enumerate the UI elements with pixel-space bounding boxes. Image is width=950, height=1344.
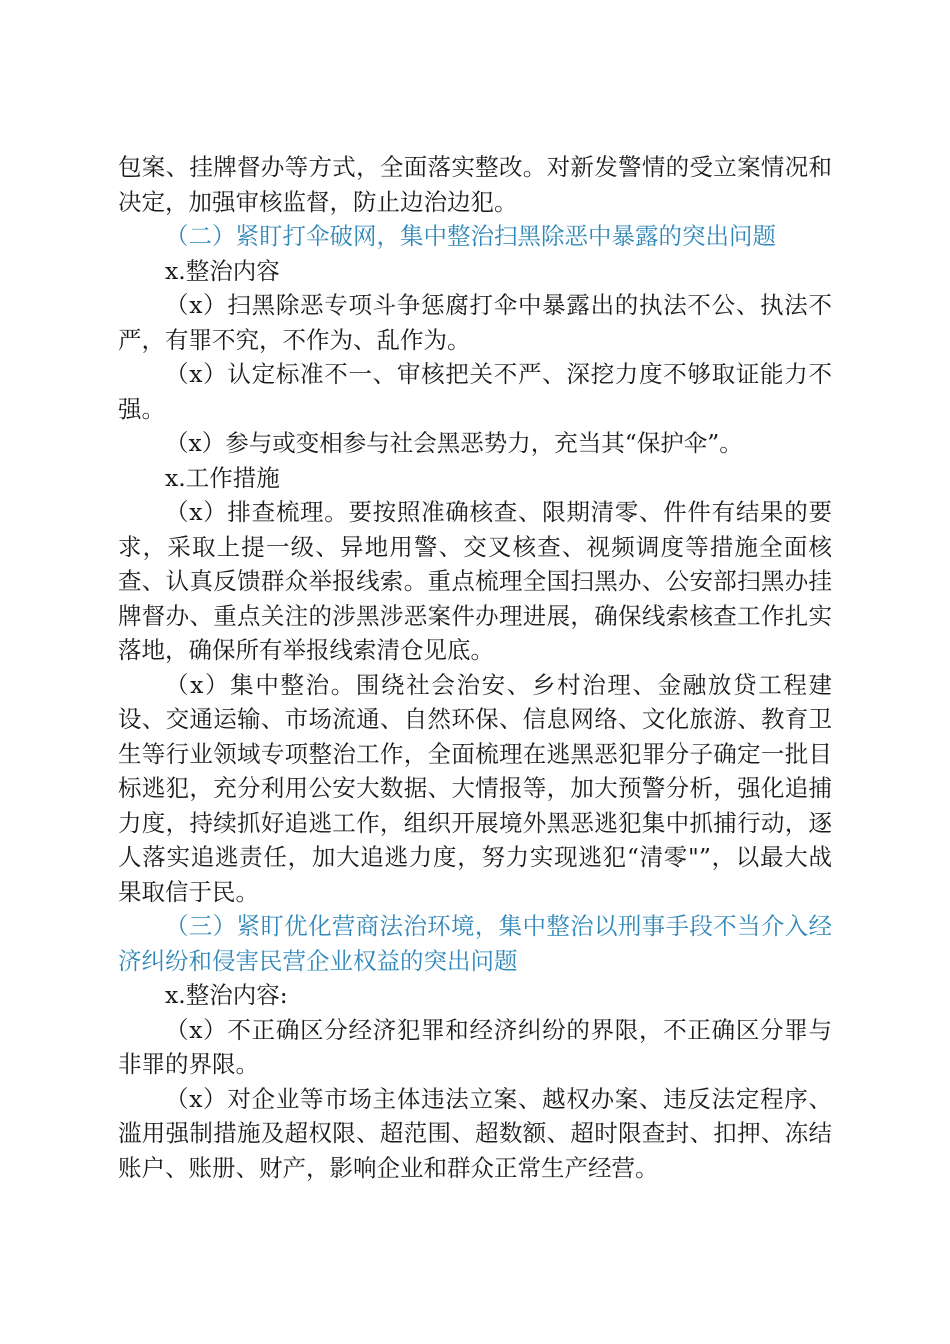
list-item-paragraph: （x）扫黑除恶专项斗争惩腐打伞中暴露出的执法不公、执法不严，有罪不究，不作为、乱作为。	[118, 291, 832, 354]
section-heading-2: （二）紧盯打伞破网，集中整治扫黑除恶中暴露的突出问题	[165, 222, 776, 250]
list-item-paragraph: （x）对企业等市场主体违法立案、越权办案、违反法定程序、滥用强制措施及超权限、超范围、超数额、超时限查封、扣押、冻结账户、账册、财产，影响企业和群众正常生产经营。	[118, 1084, 832, 1182]
subheading-work-measures: x.工作措施	[165, 463, 280, 492]
subheading-rectification-content: x.整治内容:	[165, 981, 288, 1009]
subheading-rectification-content: x.整治内容	[165, 256, 280, 285]
paragraph-continuation: 包案、挂牌督办等方式，全面落实整改。对新发警情的受立案情况和决定，加强审核监督，防止边治边犯。	[118, 153, 832, 216]
list-item-paragraph: （x）不正确区分经济犯罪和经济纠纷的界限，不正确区分罪与非罪的界限。	[118, 1015, 832, 1078]
list-item-paragraph: （x）排查梳理。要按照准确核查、限期清零、件件有结果的要求，采取上提一级、异地用警、交叉核查、视频调度等措施全面核查、认真反馈群众举报线索。重点梳理全国扫黑办、公安部扫黑办挂牌督办、重点关注的涉黑涉恶案件办理进展，确保线索核查工作扎实落地，确保所有举报线索清仓见底。	[118, 498, 832, 664]
list-item-paragraph: （x）参与或变相参与社会黑恶势力，充当其“保护伞”。	[165, 429, 743, 457]
list-item-paragraph: （x）集中整治。围绕社会治安、乡村治理、金融放贷工程建设、交通运输、市场流通、自然环保、信息网络、文化旅游、教育卫生等行业领域专项整治工作，全面梳理在逃黑恶犯罪分子确定一批目标逃犯，充分利用公安大数据、大情报等，加大预警分析，强化追捕力度，持续抓好追逃工作，组织开展境外黑恶逃犯集中抓捕行动，逐人落实追逃责任，加大追逃力度，努力实现逃犯“清零"”，以最大战果取信于民。	[118, 670, 832, 906]
section-heading-3: （三）紧盯优化营商法治环境，集中整治以刑事手段不当介入经济纠纷和侵害民营企业权益的突出问题	[118, 912, 832, 975]
document-page	[118, 150, 832, 1185]
list-item-paragraph: （x）认定标准不一、审核把关不严、深挖力度不够取证能力不强。	[118, 360, 832, 423]
